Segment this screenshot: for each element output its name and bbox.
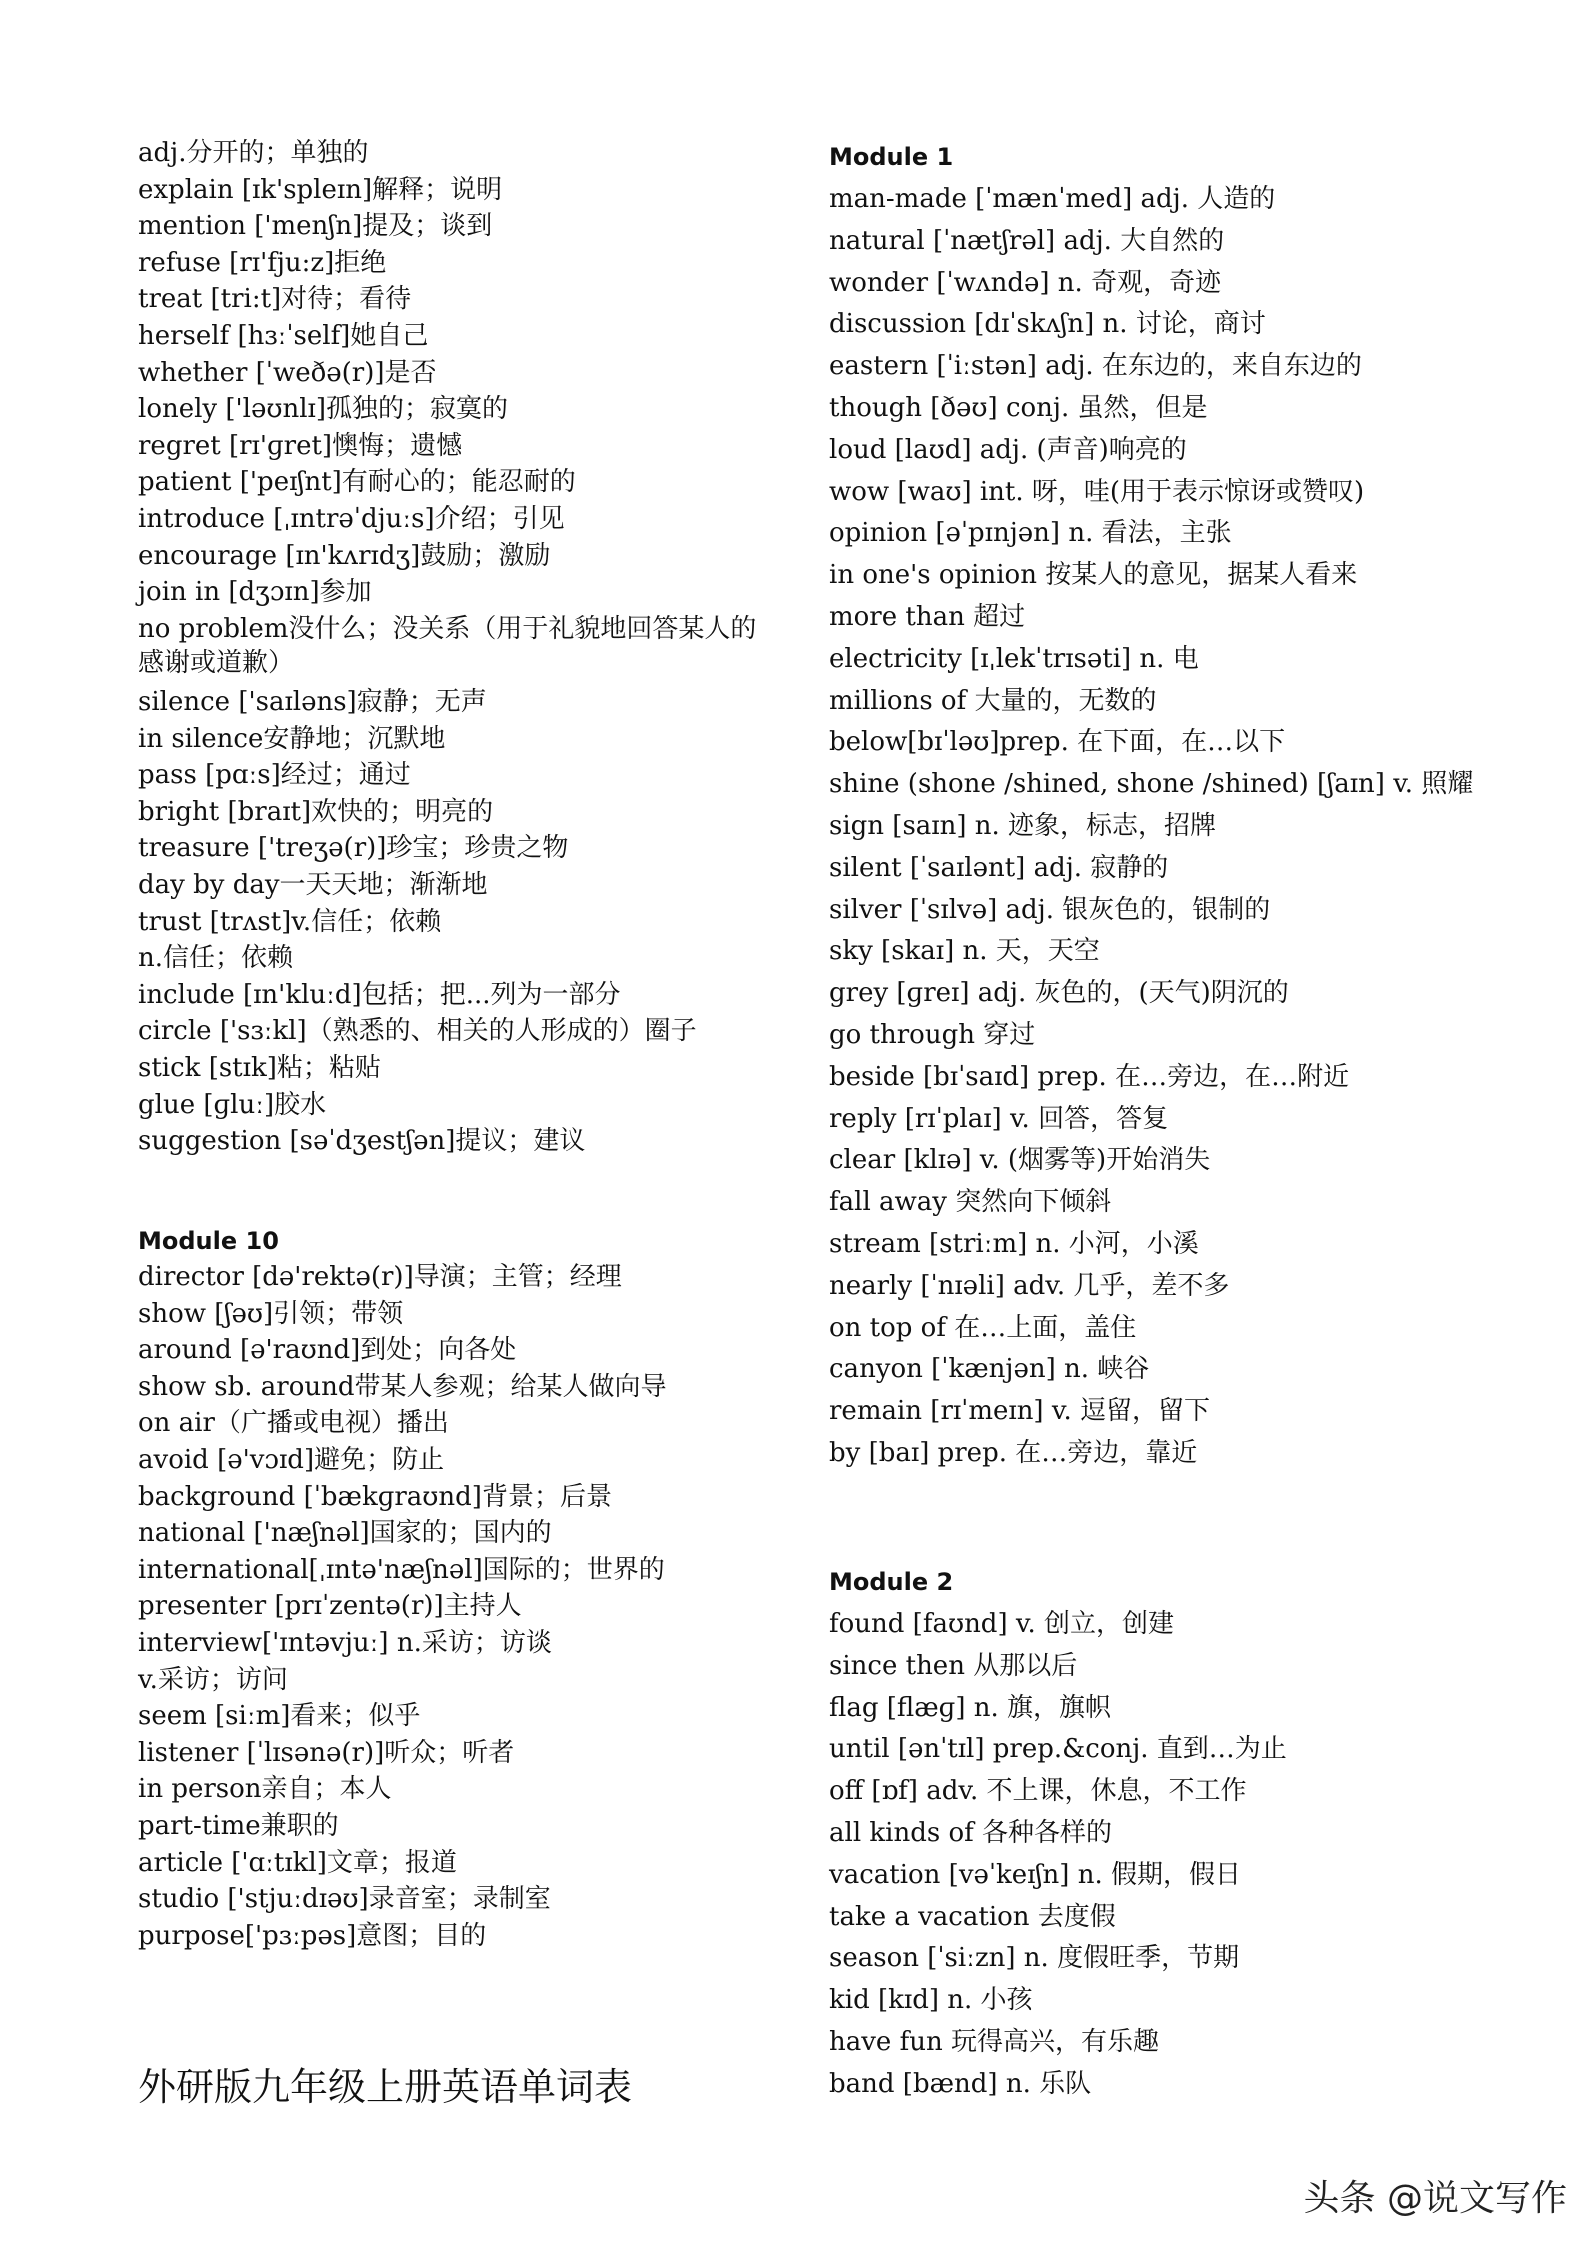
vocab-entry xyxy=(138,429,462,463)
vocab-entry xyxy=(138,356,437,390)
vocab-entry xyxy=(829,391,1208,425)
vocab-word: mention ['menʃn] xyxy=(138,211,363,242)
vocab-entry xyxy=(138,978,621,1012)
vocab-word: shine (shone /shined, shone /shined) [ʃaɪn] v. 照耀 xyxy=(829,769,1474,800)
vocab-meaning: （广播或电视）播出 xyxy=(214,1408,449,1439)
vocab-word: grey [ɡreɪ] adj. 灰色的，(天气)阴沉的 xyxy=(829,978,1289,1009)
vocab-word: international[ˌɪntə'næʃnəl] xyxy=(138,1554,483,1585)
vocab-entry xyxy=(829,1436,1197,1470)
vocab-entry xyxy=(138,1260,622,1294)
vocab-word: in silence xyxy=(138,723,264,754)
vocab-entry xyxy=(829,2067,1091,2101)
vocab-entry xyxy=(829,516,1232,550)
vocab-word: go through 穿过 xyxy=(829,1020,1036,1050)
vocab-word: sign [saɪn] n. 迹象，标志，招牌 xyxy=(829,811,1217,841)
vocab-entry xyxy=(138,868,488,902)
vocab-meaning: 珍宝；珍贵之物 xyxy=(386,833,569,864)
vocab-meaning: ['ɪntəvjuː] n.采访；访谈 xyxy=(261,1628,552,1658)
vocab-entry xyxy=(829,1311,1136,1345)
vocab-entry xyxy=(829,1143,1210,1177)
vocab-meaning: 对待；看待 xyxy=(281,284,412,315)
vocab-entry xyxy=(829,851,1168,885)
vocab-entry xyxy=(138,319,428,353)
module-10-heading: Module 10 xyxy=(138,1227,279,1255)
vocab-meaning: （熟悉的、相关的人形成的）圈子 xyxy=(306,1016,697,1047)
vocab-word: clear [klɪə] v. (烟雾等)开始消失 xyxy=(829,1145,1211,1176)
vocab-word: glue [ɡluː] xyxy=(138,1089,275,1120)
vocab-word: by [baɪ] prep. 在…旁边，靠近 xyxy=(829,1438,1198,1468)
vocab-word: whether [ˈweðə(r)] xyxy=(138,357,385,388)
vocab-entry xyxy=(138,1589,522,1623)
vocab-entry xyxy=(829,1941,1239,1975)
vocab-word: day by day xyxy=(138,870,280,900)
watermark: 头条 @说文写作 xyxy=(1303,2178,1567,2219)
vocab-entry xyxy=(829,1900,1116,1934)
vocab-word: n.信任；依赖 xyxy=(138,943,294,974)
vocab-meaning: 背景；后景 xyxy=(481,1481,612,1512)
vocab-word: treasure ['treʒə(r)] xyxy=(138,833,387,864)
vocab-word: trust [trʌst] xyxy=(138,906,292,937)
vocab-word: season [ˈsiːzn] n. 度假旺季，节期 xyxy=(829,1943,1240,1974)
vocab-entry xyxy=(138,1809,339,1843)
vocab-meaning: 安静地；沉默地 xyxy=(263,723,446,754)
vocab-word: silver [ˈsɪlvə] adj. 银灰色的，银制的 xyxy=(829,894,1271,925)
vocab-entry xyxy=(829,1774,1247,1808)
vocab-entry xyxy=(829,1227,1199,1261)
vocab-meaning: 没什么；没关系（用于礼貌地回答某人的感谢或道歉） xyxy=(138,613,757,678)
vocab-meaning: 带某人参观；给某人做向导 xyxy=(354,1371,667,1402)
vocab-entry xyxy=(138,1699,420,1733)
vocab-word: discussion [dɪˈskʌʃn] n. 讨论，商讨 xyxy=(829,309,1266,340)
vocab-word: adj.分开的；单独的 xyxy=(138,138,369,168)
vocab-meaning: v.信任；依赖 xyxy=(291,906,442,937)
vocab-entry xyxy=(138,282,411,316)
vocab-entry xyxy=(138,465,576,499)
vocab-entry xyxy=(138,502,565,536)
vocab-meaning: 解释；说明 xyxy=(372,174,503,205)
vocab-word: remain [rɪˈmeɪn] v. 逗留，留下 xyxy=(829,1396,1210,1427)
vocab-meaning: 听众；听者 xyxy=(384,1737,515,1768)
vocab-meaning: 意图；目的 xyxy=(356,1920,487,1951)
vocab-word: purpose['pɜːpəs] xyxy=(138,1920,357,1951)
vocab-word: more than 超过 xyxy=(829,602,1026,632)
vocab-entry xyxy=(138,1516,552,1550)
vocab-word: show [ʃəʊ] xyxy=(138,1298,274,1329)
vocab-word: around [ə'raʊnd] xyxy=(138,1335,361,1366)
vocab-word: electricity [ɪˌlekˈtrɪsəti] n. 电 xyxy=(829,643,1199,674)
vocab-entry xyxy=(138,1553,665,1587)
vocab-entry xyxy=(829,767,1473,801)
vocab-word: director [də'rektə(r)] xyxy=(138,1262,414,1292)
vocab-word: v.采访；访问 xyxy=(138,1664,288,1695)
vocab-word: join in [dʒɔɪn] xyxy=(138,577,320,608)
vocab-entry xyxy=(829,1352,1149,1386)
vocab-word: vacation [vəˈkeɪʃn] n. 假期，假日 xyxy=(829,1859,1241,1890)
vocab-word: bright [braɪt] xyxy=(138,796,312,827)
vocab-entry xyxy=(829,266,1221,300)
vocab-word: beside [bɪˈsaɪd] prep. 在…旁边，在…附近 xyxy=(829,1061,1350,1092)
vocab-entry xyxy=(829,1185,1111,1219)
vocab-word: show sb. around xyxy=(138,1371,355,1402)
vocab-meaning: 引领；带领 xyxy=(273,1298,404,1329)
vocab-meaning: 提及；谈到 xyxy=(362,211,493,242)
vocab-meaning: 欢快的；明亮的 xyxy=(311,796,494,827)
vocab-word: wow [waʊ] int. 呀，哇(用于表示惊讶或赞叹) xyxy=(829,476,1365,507)
vocab-word: man-made [ˈmænˈmed] adj. 人造的 xyxy=(829,184,1276,214)
page-title: 外研版九年级上册英语单词表 xyxy=(138,2065,633,2109)
vocab-word: patient ['peɪʃnt] xyxy=(138,467,342,498)
vocab-meaning: 文章；报道 xyxy=(326,1847,457,1878)
vocab-word: below[bɪˈləʊ]prep. 在下面，在…以下 xyxy=(829,727,1286,758)
vocab-word: no problem xyxy=(138,613,289,644)
vocab-entry xyxy=(138,1014,697,1048)
vocab-word: studio ['stjuːdɪəʊ] xyxy=(138,1884,369,1915)
vocab-entry xyxy=(829,349,1362,383)
vocab-entry xyxy=(829,1816,1112,1850)
vocab-entry xyxy=(138,831,568,865)
vocab-word: take a vacation 去度假 xyxy=(829,1901,1116,1932)
vocab-entry xyxy=(829,2025,1159,2059)
vocab-word: band [bænd] n. 乐队 xyxy=(829,2068,1092,2099)
vocab-entry xyxy=(829,1018,1035,1052)
vocab-entry xyxy=(829,1269,1229,1303)
vocab-meaning: 寂静；无声 xyxy=(356,687,487,717)
vocab-word: canyon [ˈkænjən] n. 峡谷 xyxy=(829,1354,1150,1385)
vocab-entry xyxy=(829,893,1270,927)
vocab-entry xyxy=(829,1394,1210,1428)
vocab-word: wonder [ˈwʌndə] n. 奇观，奇迹 xyxy=(829,267,1222,298)
vocab-word: circle ['sɜːkl] xyxy=(138,1016,307,1047)
vocab-entry xyxy=(829,600,1025,634)
vocab-word: though [ðəʊ] conj. 虽然，但是 xyxy=(829,393,1208,423)
vocab-word: treat [tri:t] xyxy=(138,284,282,315)
vocab-meaning: 有耐心的；能忍耐的 xyxy=(341,467,576,498)
vocab-word: listener [ˈlɪsənə(r)] xyxy=(138,1737,385,1768)
vocab-entry xyxy=(829,725,1285,759)
vocab-entry xyxy=(138,136,368,170)
vocab-word: on air xyxy=(138,1408,215,1439)
vocab-word: encourage [ɪn'kʌrɪdʒ] xyxy=(138,540,421,571)
vocab-entry xyxy=(829,182,1275,216)
vocab-entry xyxy=(138,539,550,573)
vocab-word: opinion [əˈpɪnjən] n. 看法，主张 xyxy=(829,518,1232,549)
vocab-meaning: 避免；防止 xyxy=(314,1445,445,1475)
vocab-word: loud [laʊd] adj. (声音)响亮的 xyxy=(829,434,1187,465)
vocab-entry xyxy=(138,1124,585,1158)
vocab-word: natural [ˈnætʃrəl] adj. 大自然的 xyxy=(829,225,1225,256)
module-2-heading: Module 2 xyxy=(829,1568,954,1596)
vocab-word: lonely ['ləʊnlɪ]孤独的；寂寞的 xyxy=(138,394,509,425)
vocab-word: herself [hɜːˈself] xyxy=(138,321,351,351)
vocab-entry xyxy=(829,475,1364,509)
vocab-meaning: 胶水 xyxy=(274,1089,327,1120)
vocab-word: in one's opinion 按某人的意见，据某人看来 xyxy=(829,560,1358,591)
vocab-entry xyxy=(829,558,1357,592)
vocab-meaning: 包括；把...列为一部分 xyxy=(361,979,621,1010)
vocab-entry xyxy=(138,1370,667,1404)
vocab-entry xyxy=(138,1772,392,1806)
vocab-entry xyxy=(138,1626,552,1660)
vocab-entry xyxy=(138,1663,288,1697)
vocab-entry xyxy=(138,1051,381,1085)
vocab-entry xyxy=(829,1691,1111,1725)
vocab-entry xyxy=(138,1846,457,1880)
vocab-word: since then 从那以后 xyxy=(829,1650,1078,1681)
vocab-meaning: 是否 xyxy=(384,357,437,388)
vocab-word: silent [ˈsaɪlənt] adj. 寂静的 xyxy=(829,852,1169,883)
vocab-word: stream [striːm] n. 小河，小溪 xyxy=(829,1229,1199,1259)
vocab-word: seem [siːm] xyxy=(138,1701,291,1732)
vocab-word: introduce [ˌɪntrəˈdjuːs] xyxy=(138,504,435,534)
vocab-entry xyxy=(138,392,508,426)
vocab-word: all kinds of 各种各样的 xyxy=(829,1818,1113,1848)
vocab-word: off [ɒf] adv. 不上课，休息，不工作 xyxy=(829,1776,1247,1807)
vocab-meaning: 导演；主管；经理 xyxy=(413,1262,622,1292)
vocab-meaning: 主持人 xyxy=(443,1591,522,1622)
vocab-entry xyxy=(138,1333,516,1367)
vocab-meaning: 鼓励；激励 xyxy=(420,540,551,571)
vocab-word: reply [rɪˈplaɪ] v. 回答，答复 xyxy=(829,1103,1169,1134)
vocab-entry xyxy=(138,1297,403,1331)
vocab-entry xyxy=(138,209,492,243)
vocab-word: national ['næʃnəl] xyxy=(138,1518,370,1549)
vocab-word: found [faʊnd] v. 创立，创建 xyxy=(829,1609,1174,1639)
vocab-word: presenter [prɪˈzentə(r)] xyxy=(138,1591,444,1622)
vocab-word: avoid [ə'vɔɪd] xyxy=(138,1445,315,1475)
vocab-entry xyxy=(829,1732,1287,1766)
vocab-word: nearly [ˈnɪəli] adv. 几乎，差不多 xyxy=(829,1270,1230,1301)
vocab-entry xyxy=(138,722,445,756)
vocab-entry xyxy=(138,575,372,609)
module-1-heading: Module 1 xyxy=(829,143,954,171)
vocab-word: stick [stɪk] xyxy=(138,1053,277,1083)
vocab-meaning: 到处；向各处 xyxy=(360,1335,517,1366)
vocab-entry xyxy=(138,905,441,939)
vocab-entry xyxy=(829,934,1100,968)
vocab-word: fall away 突然向下倾斜 xyxy=(829,1187,1112,1218)
vocab-entry xyxy=(138,173,502,207)
vocab-word: have fun 玩得高兴，有乐趣 xyxy=(829,2027,1159,2057)
vocab-word: flag [flæɡ] n. 旗，旗帜 xyxy=(829,1692,1112,1723)
vocab-entry xyxy=(829,642,1199,676)
vocab-word: article ['ɑːtɪkl] xyxy=(138,1847,327,1878)
vocab-meaning: 懊悔；遗憾 xyxy=(332,430,463,461)
vocab-word: explain [ɪk'spleɪn] xyxy=(138,174,373,205)
vocab-word: kid [kɪd] n. 小孩 xyxy=(829,1985,1033,2016)
vocab-word: millions of 大量的，无数的 xyxy=(829,685,1157,716)
vocab-entry xyxy=(829,1607,1174,1641)
vocab-meaning: 看来；似乎 xyxy=(290,1701,421,1732)
vocab-meaning: 亲自；本人 xyxy=(261,1774,392,1805)
vocab-word: suggestion [səˈdʒestʃən] xyxy=(138,1126,456,1157)
vocab-entry xyxy=(138,795,493,829)
vocab-meaning: 她自己 xyxy=(350,321,429,351)
vocab-entry xyxy=(829,809,1216,843)
vocab-entry xyxy=(138,1406,449,1440)
vocab-meaning: 一天天地；渐渐地 xyxy=(279,870,488,900)
vocab-word: sky [skaɪ] n. 天，天空 xyxy=(829,936,1100,967)
vocab-entry xyxy=(829,307,1266,341)
vocab-entry xyxy=(138,612,778,680)
vocab-entry xyxy=(138,1443,444,1477)
vocab-word: on top of 在…上面，盖住 xyxy=(829,1312,1137,1343)
vocab-meaning: 提议；建议 xyxy=(455,1126,586,1157)
vocab-entry xyxy=(138,1919,486,1953)
vocab-entry xyxy=(138,1088,326,1122)
vocab-meaning: 国际的；世界的 xyxy=(482,1554,665,1585)
vocab-entry xyxy=(138,1480,612,1514)
vocab-meaning: 兼职的 xyxy=(260,1811,339,1841)
vocab-word: in person xyxy=(138,1774,262,1805)
vocab-entry xyxy=(138,1736,514,1770)
vocab-entry xyxy=(138,685,487,719)
vocab-meaning: 介绍；引见 xyxy=(434,504,565,534)
vocab-word: interview xyxy=(138,1628,262,1658)
vocab-entry xyxy=(829,1983,1033,2017)
vocab-entry xyxy=(829,1858,1241,1892)
vocab-word: eastern [ˈiːstən] adj. 在东边的，来自东边的 xyxy=(829,351,1362,382)
vocab-entry xyxy=(138,758,411,792)
vocab-meaning: 粘；粘贴 xyxy=(276,1053,381,1083)
vocab-entry xyxy=(138,1882,551,1916)
vocab-entry xyxy=(829,433,1187,467)
vocab-meaning: 录音室；录制室 xyxy=(368,1884,551,1915)
vocab-entry xyxy=(829,1649,1077,1683)
vocab-meaning: 国家的；国内的 xyxy=(369,1518,552,1549)
vocab-entry xyxy=(829,1060,1349,1094)
vocab-word: background [ˈbækɡraʊnd] xyxy=(138,1481,482,1512)
vocab-entry xyxy=(829,224,1224,258)
vocab-word: pass [pɑːs] xyxy=(138,760,281,791)
vocab-meaning: 经过；通过 xyxy=(280,760,411,791)
vocab-meaning: 参加 xyxy=(319,577,372,608)
vocab-entry xyxy=(829,684,1156,718)
vocab-word: include [ɪn'kluːd] xyxy=(138,979,362,1010)
vocab-word: silence ['saɪləns] xyxy=(138,687,357,717)
vocab-entry xyxy=(138,941,293,975)
vocab-entry xyxy=(829,976,1289,1010)
vocab-entry xyxy=(138,246,386,280)
vocab-word: part-time xyxy=(138,1811,261,1841)
vocab-word: until [ənˈtɪl] prep.&conj. 直到…为止 xyxy=(829,1734,1287,1765)
vocab-word: regret [rɪ'ɡret] xyxy=(138,430,333,461)
vocab-entry xyxy=(829,1102,1168,1136)
vocab-word: refuse [rɪ'fju:z]拒绝 xyxy=(138,247,387,278)
